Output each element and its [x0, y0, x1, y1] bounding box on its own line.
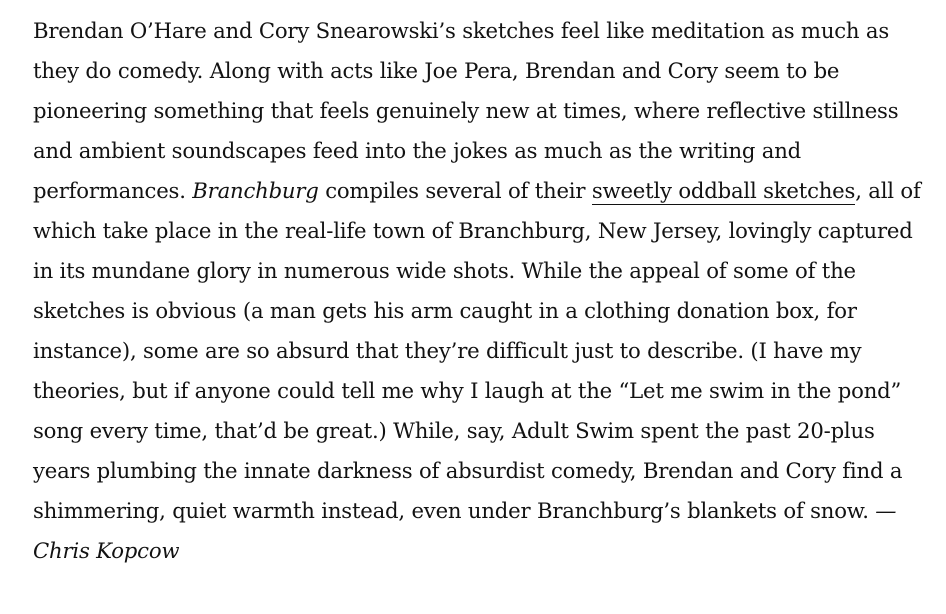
paragraph-text-intro: Brendan O’Hare and Cory Snearowski’s sketches feel like meditation as much as they do comedy. Along with acts like Joe Pera, Brendan and Cory seem to be pioneering something that feels genuinely new at times, where reflective stillness and ambient soundscapes feed into the jokes as much as the writing and performances.	[33, 18, 899, 203]
article-body	[33, 11, 933, 571]
paragraph-text-compiles: compiles several of their	[318, 178, 592, 203]
author-byline: —Chris Kopcow	[33, 498, 897, 563]
review-paragraph	[33, 11, 933, 571]
paragraph-text-body: , all of which take place in the real-life town of Branchburg, New Jersey, lovingly captured in its mundane glory in numerous wide shots. While the appeal of some of the sketches is obvious (a man gets his arm caught in a clothing donation box, for instance), some are so absurd that they’re difficult just to describe. (I have my theories, but if anyone could tell me why I laugh at the “Let me swim in the pond” song every time, that’d be great.) While, say, Adult Swim spent the past 20-plus years plumbing the innate darkness of absurdist comedy, Brendan and Cory find a shimmering, quiet warmth instead, even under Branchburg’s blankets of snow.	[33, 178, 921, 523]
sketches-link[interactable]: sweetly oddball sketches	[591, 178, 856, 203]
album-title: Branchburg	[192, 178, 319, 203]
